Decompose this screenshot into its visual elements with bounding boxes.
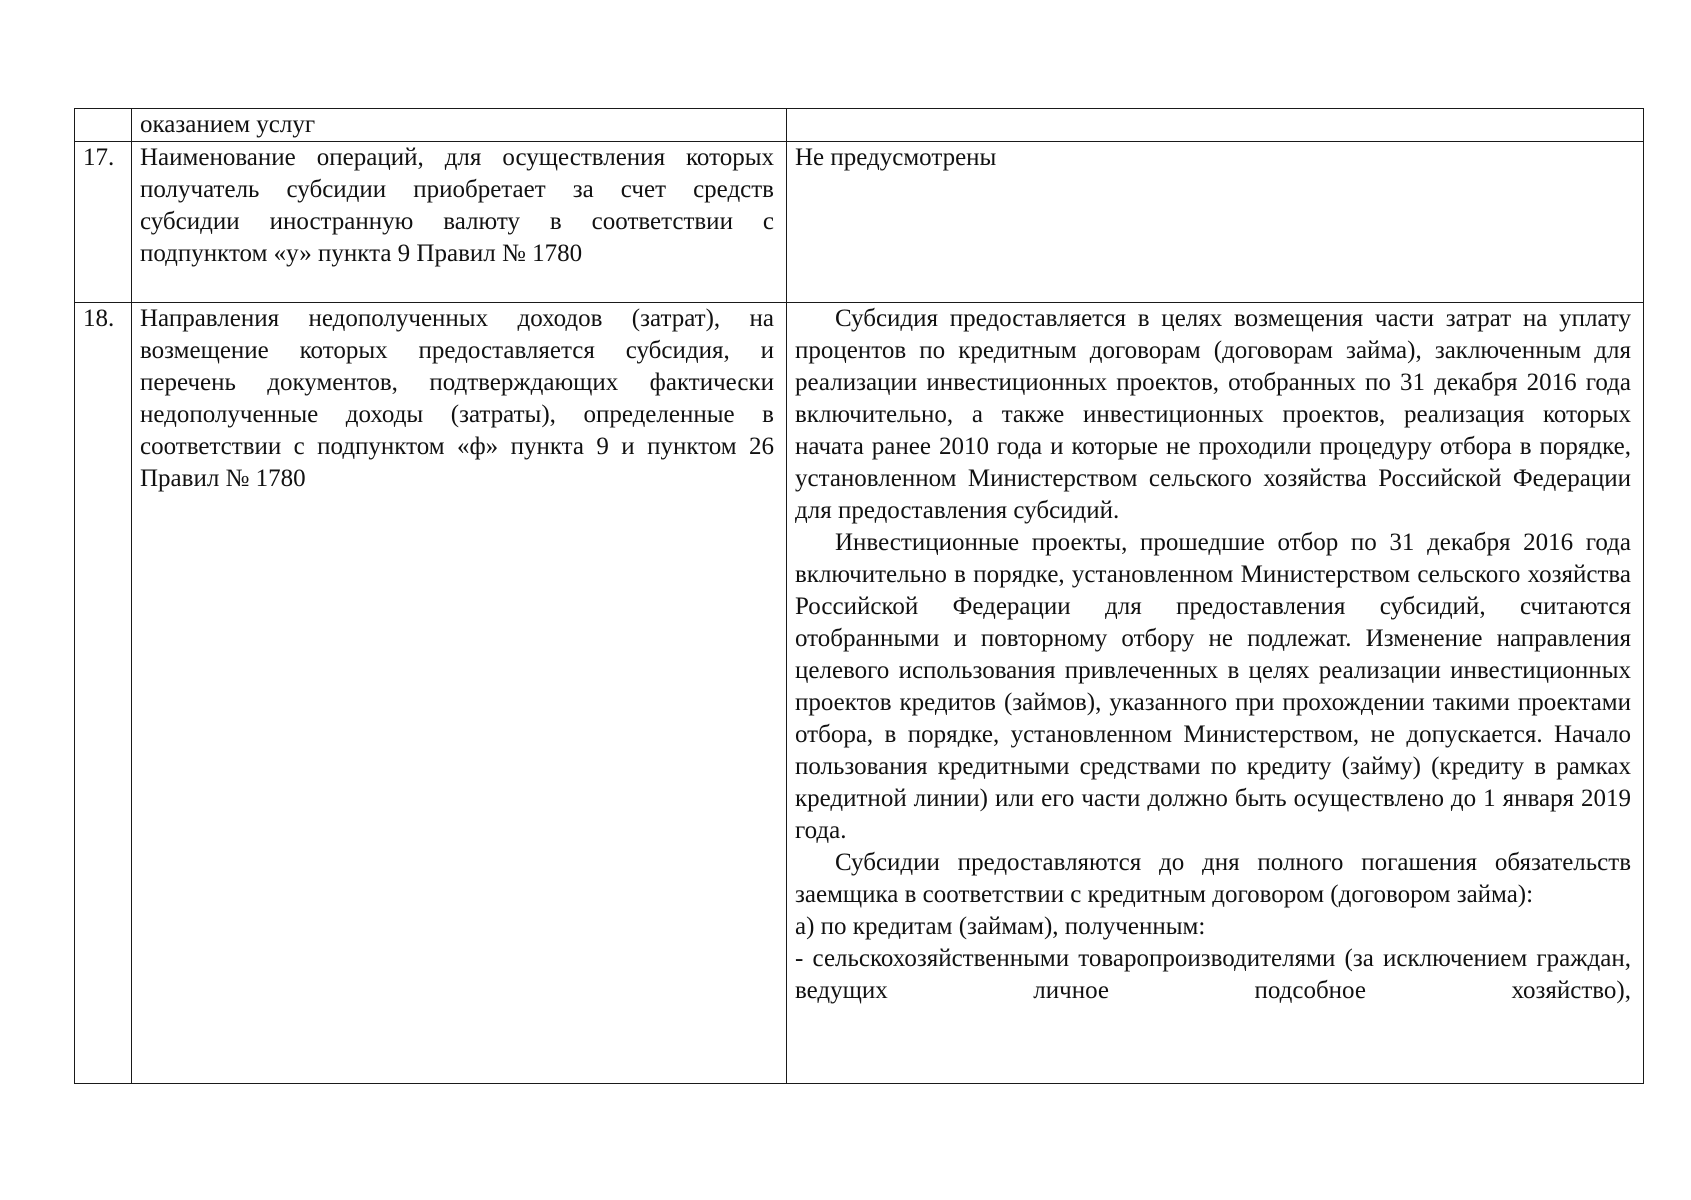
- value-line-a: а) по кредитам (займам), полученным:: [795, 913, 1206, 940]
- value-paragraph-1: Субсидия предоставляется в целях возмещения части затрат на уплату процентов по кредитным договорам (договорам займа), заключенным для реализации инвестиционных проектов, отобранных по 31 декабря 2016 года включительно, а также инвестиционных проектов, реализация которых начата ранее 2010 года и которые не проходили процедуру отбора в порядке, установленном Министерством сельского хозяйства Российской Федерации для предоставления субсидий.: [795, 305, 1631, 524]
- row-description-text: оказанием услуг: [140, 111, 316, 138]
- value-paragraph-2: Инвестиционные проекты, прошедшие отбор по 31 декабря 2016 года включительно в порядке, установленном Министерством сельского хозяйства Российской Федерации для предоставления субсидий, считаются отобранными и повторному отбору не подлежат. Изменение направления целевого использования привлеченных в целях реализации инвестиционных проектов кредитов (займов), указанного при прохождении такими проектами отбора, в порядке, установленном Министерством, не допускается. Начало пользования кредитными средствами по кредиту (займу) (кредиту в рамках кредитной линии) или его части должно быть осуществлено до 1 января 2019 года.: [795, 529, 1631, 844]
- table-row-continuation: [75, 109, 1644, 142]
- table-row-17: [75, 142, 1644, 303]
- table-row-18: [75, 303, 1644, 1084]
- row-value-text: Не предусмотрены: [795, 144, 997, 171]
- row-description-cell: [132, 303, 787, 1084]
- document-table: [74, 108, 1644, 1084]
- row-number-cell: [75, 109, 132, 142]
- row-value-cell: [787, 303, 1644, 1084]
- row-value-cell: [787, 142, 1644, 303]
- value-line-dash: - сельскохозяйственными товаропроизводителями (за исключением граждан, ведущих личное подсобное хозяйство),: [795, 945, 1631, 1004]
- row-description-text: Направления недополученных доходов (затрат), на возмещение которых предоставляется субсидия, и перечень документов, подтверждающих фактически недополученные доходы (затраты), определенные в соответствии с подпунктом «ф» пункта 9 и пунктом 26 Правил № 1780: [140, 305, 774, 492]
- row-number-cell: 18.: [75, 303, 132, 1084]
- row-number-cell: 17.: [75, 142, 132, 303]
- row-description-cell: [132, 109, 787, 142]
- row-description-cell: [132, 142, 787, 303]
- row-description-text: Наименование операций, для осуществления которых получатель субсидии приобретает за счет средств субсидии иностранную валюту в соответствии с подпунктом «у» пункта 9 Правил № 1780: [140, 144, 774, 267]
- row-value-cell: [787, 109, 1644, 142]
- value-paragraph-3: Субсидии предоставляются до дня полного погашения обязательств заемщика в соответствии с кредитным договором (договором займа):: [795, 849, 1631, 908]
